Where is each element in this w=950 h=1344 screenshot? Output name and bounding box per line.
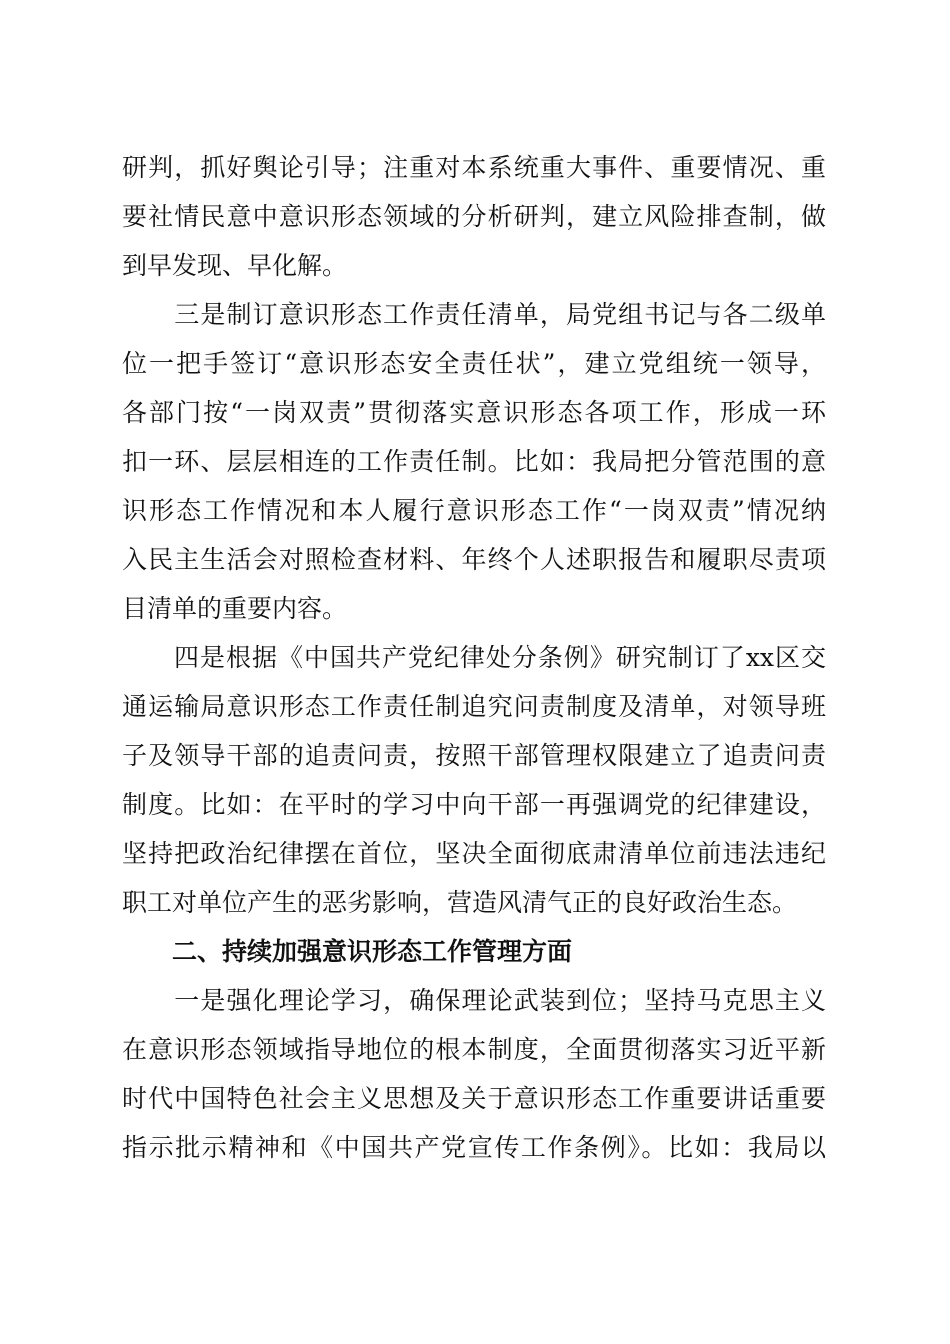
document-body (122, 143, 826, 1172)
text-line: 研判，抓好舆论引导；注重对本系统重大事件、重要情况、重 (122, 153, 826, 182)
section-heading-text: 二、持续加强意识形态工作管理方面 (122, 937, 573, 966)
section-heading (122, 927, 826, 976)
text-line: 入民主生活会对照检查材料、年终个人述职报告和履职尽责项 (122, 545, 826, 574)
text-line: 要社情民意中意识形态领域的分析研判，建立风险排查制，做 (122, 202, 826, 231)
text-line: 时代中国特色社会主义思想及关于意识形态工作重要讲话重要 (122, 1084, 826, 1113)
text-line: 指示批示精神和《中国共产党宣传工作条例》。比如：我局以 (122, 1133, 826, 1162)
text-line: 识形态工作情况和本人履行意识形态工作“一岗双责”情况纳 (122, 496, 826, 525)
text-line: 职工对单位产生的恶劣影响，营造风清气正的良好政治生态。 (122, 888, 798, 917)
text-line: 各部门按“一岗双责”贯彻落实意识形态各项工作，形成一环 (122, 398, 826, 427)
text-line: 在意识形态领域指导地位的根本制度，全面贯彻落实习近平新 (122, 1035, 826, 1064)
text-line: 坚持把政治纪律摆在首位，坚决全面彻底肃清单位前违法违纪 (122, 839, 826, 868)
paragraph-risk-assessment (122, 143, 826, 290)
paragraph-point-three (122, 290, 826, 633)
text-line: 一是强化理论学习，确保理论武装到位；坚持马克思主义 (122, 986, 826, 1015)
paragraph-point-one (122, 976, 826, 1172)
text-line: 制度。比如：在平时的学习中向干部一再强调党的纪律建设， (122, 790, 826, 819)
text-line: 扣一环、层层相连的工作责任制。比如：我局把分管范围的意 (122, 447, 826, 476)
paragraph-point-four (122, 633, 826, 927)
text-line: 位一把手签订“意识形态安全责任状”，建立党组统一领导， (122, 349, 826, 378)
text-line: 目清单的重要内容。 (122, 594, 348, 623)
text-line: 到早发现、早化解。 (122, 251, 348, 280)
text-line: 子及领导干部的追责问责，按照干部管理权限建立了追责问责 (122, 741, 826, 770)
text-line: 通运输局意识形态工作责任制追究问责制度及清单，对领导班 (122, 692, 826, 721)
text-line: 四是根据《中国共产党纪律处分条例》研究制订了xx区交 (122, 643, 826, 672)
text-line: 三是制订意识形态工作责任清单，局党组书记与各二级单 (122, 300, 826, 329)
